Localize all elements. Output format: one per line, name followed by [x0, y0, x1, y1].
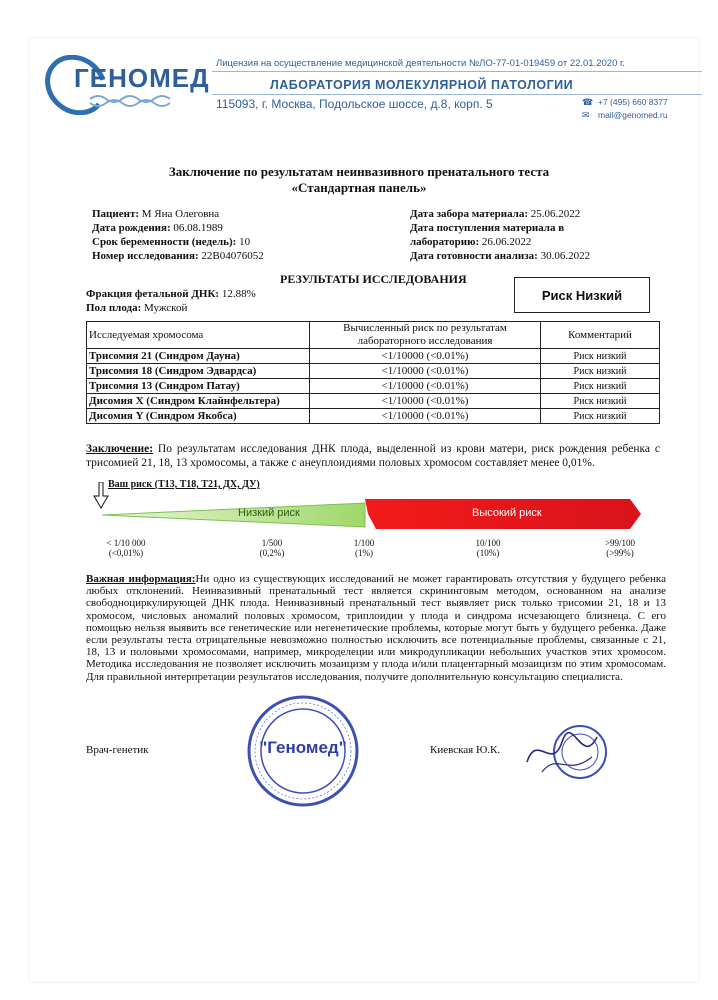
received-row [410, 236, 531, 248]
received-value: 26.06.2022 [481, 236, 532, 248]
sex-value: Мужской [144, 302, 188, 314]
scale-tick: 10/100 (10%) [475, 538, 501, 558]
important-info-label: Важная информация: [86, 573, 196, 585]
row-comment: Риск низкий [541, 364, 660, 379]
important-info-paragraph [86, 573, 666, 683]
term-label: Срок беременности (недель): [92, 236, 237, 248]
row-comment: Риск низкий [541, 379, 660, 394]
document-title-line1: Заключение по результатам неинвазивного пренатального теста [168, 164, 550, 179]
stamp-text: "Геномед" [259, 738, 347, 757]
patient-label: Пациент: [92, 208, 140, 220]
sex-row [86, 302, 187, 314]
table-row [87, 409, 660, 424]
risk-scale-title: Ваш риск (Т13, Т18, Т21, ДХ, ДУ) [108, 479, 260, 490]
logo-text: ГЕНОМЕД [74, 63, 210, 93]
document-title-line2: «Стандартная панель» [291, 180, 427, 195]
study-id-label: Номер исследования: [92, 250, 199, 262]
table-header-row [87, 322, 660, 349]
dob-value: 06.08.1989 [173, 222, 223, 234]
sex-label: Пол плода: [86, 302, 142, 314]
table-row [87, 394, 660, 409]
header-comment: Комментарий [541, 322, 660, 349]
row-comment: Риск низкий [541, 349, 660, 364]
header-chromosome: Исследуемая хромосома [87, 322, 310, 349]
fraction-value: 12.88% [221, 288, 256, 300]
results-heading: РЕЗУЛЬТАТЫ ИССЛЕДОВАНИЯ [280, 272, 467, 286]
collect-value: 25.06.2022 [530, 208, 581, 220]
term-value: 10 [239, 236, 251, 248]
collect-label: Дата забора материала: [410, 208, 529, 220]
row-chromosome: Трисомия 18 (Синдром Эдвардса) [87, 364, 310, 379]
company-logo [40, 55, 210, 115]
fraction-row [86, 288, 256, 300]
ready-row [410, 250, 590, 262]
scale-tick: < 1/10 000 (<0,01%) [106, 538, 146, 558]
doctor-role: Врач-генетик [86, 744, 149, 756]
lab-name: ЛАБОРАТОРИЯ МОЛЕКУЛЯРНОЙ ПАТОЛОГИИ [270, 78, 574, 92]
ready-label: Дата готовности анализа: [410, 250, 538, 262]
dob-label: Дата рождения: [92, 222, 171, 234]
lab-address: 115093, г. Москва, Подольское шоссе, д.8, корп. 5 [216, 97, 493, 111]
scale-tick: 1/500 (0,2%) [259, 538, 285, 558]
received-label-line2: лабораторию: [410, 236, 480, 248]
doctor-stamp-signature [522, 722, 612, 787]
doctor-name: Киевская Ю.К. [430, 744, 501, 756]
conclusion-label: Заключение: [86, 443, 154, 455]
row-risk: <1/10000 (<0.01%) [310, 349, 541, 364]
license-text: Лицензия на осуществление медицинской деятельности №ЛО-77-01-019459 от 22.01.2020 г. [216, 58, 625, 69]
row-chromosome: Дисомия Х (Синдром Клайнфельтера) [87, 394, 310, 409]
row-chromosome: Дисомия Y (Синдром Якобса) [87, 409, 310, 424]
low-risk-label: Низкий риск [238, 507, 300, 519]
phone-icon: ☎ [582, 97, 594, 107]
lab-phone: +7 (495) 660 8377 [598, 97, 668, 107]
patient-value: М Яна Олеговна [141, 208, 220, 220]
patient-row [92, 208, 219, 220]
row-comment: Риск низкий [541, 394, 660, 409]
company-stamp [246, 694, 360, 808]
ready-value: 30.06.2022 [540, 250, 591, 262]
row-risk: <1/10000 (<0.01%) [310, 379, 541, 394]
conclusion-paragraph [86, 442, 660, 470]
scale-tick: >99/100 (>99%) [604, 538, 636, 558]
high-risk-label: Высокий риск [472, 507, 542, 519]
study-id-value: 22В04076052 [201, 250, 264, 262]
table-row [87, 364, 660, 379]
risk-badge: Риск Низкий [514, 277, 650, 313]
dob-row [92, 222, 223, 234]
conclusion-text: По результатам исследования ДНК плода, выделенной из крови матери, риск рождения ребенка с трисомией 21, 18, 13 хромосомы, а также с анеуплоидиями половых хромосом составляет менее 0,01%. [86, 443, 660, 469]
received-label-line1: Дата поступления материала в [410, 222, 565, 234]
results-table [86, 321, 660, 424]
scale-tick: 1/100 (1%) [353, 538, 375, 558]
study-id-row [92, 250, 264, 262]
table-row [87, 379, 660, 394]
header-risk: Вычисленный риск по результатам лабораторного исследования [310, 322, 541, 349]
fraction-label: Фракция фетальной ДНК: [86, 288, 220, 300]
row-comment: Риск низкий [541, 409, 660, 424]
risk-scale-bar [100, 495, 645, 540]
email-icon: ✉ [582, 110, 590, 120]
row-risk: <1/10000 (<0.01%) [310, 409, 541, 424]
row-chromosome: Трисомия 21 (Синдром Дауна) [87, 349, 310, 364]
row-risk: <1/10000 (<0.01%) [310, 364, 541, 379]
lab-email: mail@genomed.ru [598, 110, 668, 120]
collect-row [410, 208, 580, 220]
row-risk: <1/10000 (<0.01%) [310, 394, 541, 409]
table-row [87, 349, 660, 364]
row-chromosome: Трисомия 13 (Синдром Патау) [87, 379, 310, 394]
term-row [92, 236, 250, 248]
important-info-text: Ни одно из существующих исследований не может гарантировать отсутствия у будущего ребенка любых отклонений. Неинвазивный пренатальный тест является скрининговым методом, основанном на анализе свободноциркулирующей ДНК плода. Неинвазивный пренатальный тест выявляет риск только трисомии 21, 18 и 13 хромосом, числовых аномалий половых хромосом, триплоидии у плода и синдрома исчезающего близнеца. С его помощью нельзя выявить все генетические или негенетические проблемы, которые могут быть у будущего ребенка. Даже если результаты теста отрицательные невозможно полностью исключить все потенциальные проблемы, связанные с 21, 18, 13 и половыми хромосомами, например, микроделеции или микродупликации небольших участков этих хромосом. Методика исследования не позволяет исключить мозаицизм у плода и/или плацентарный мозаицизм по этим хромосомам. Для правильной интерпретации результатов исследования, получите дополнительную консультацию специалиста. [86, 573, 666, 683]
